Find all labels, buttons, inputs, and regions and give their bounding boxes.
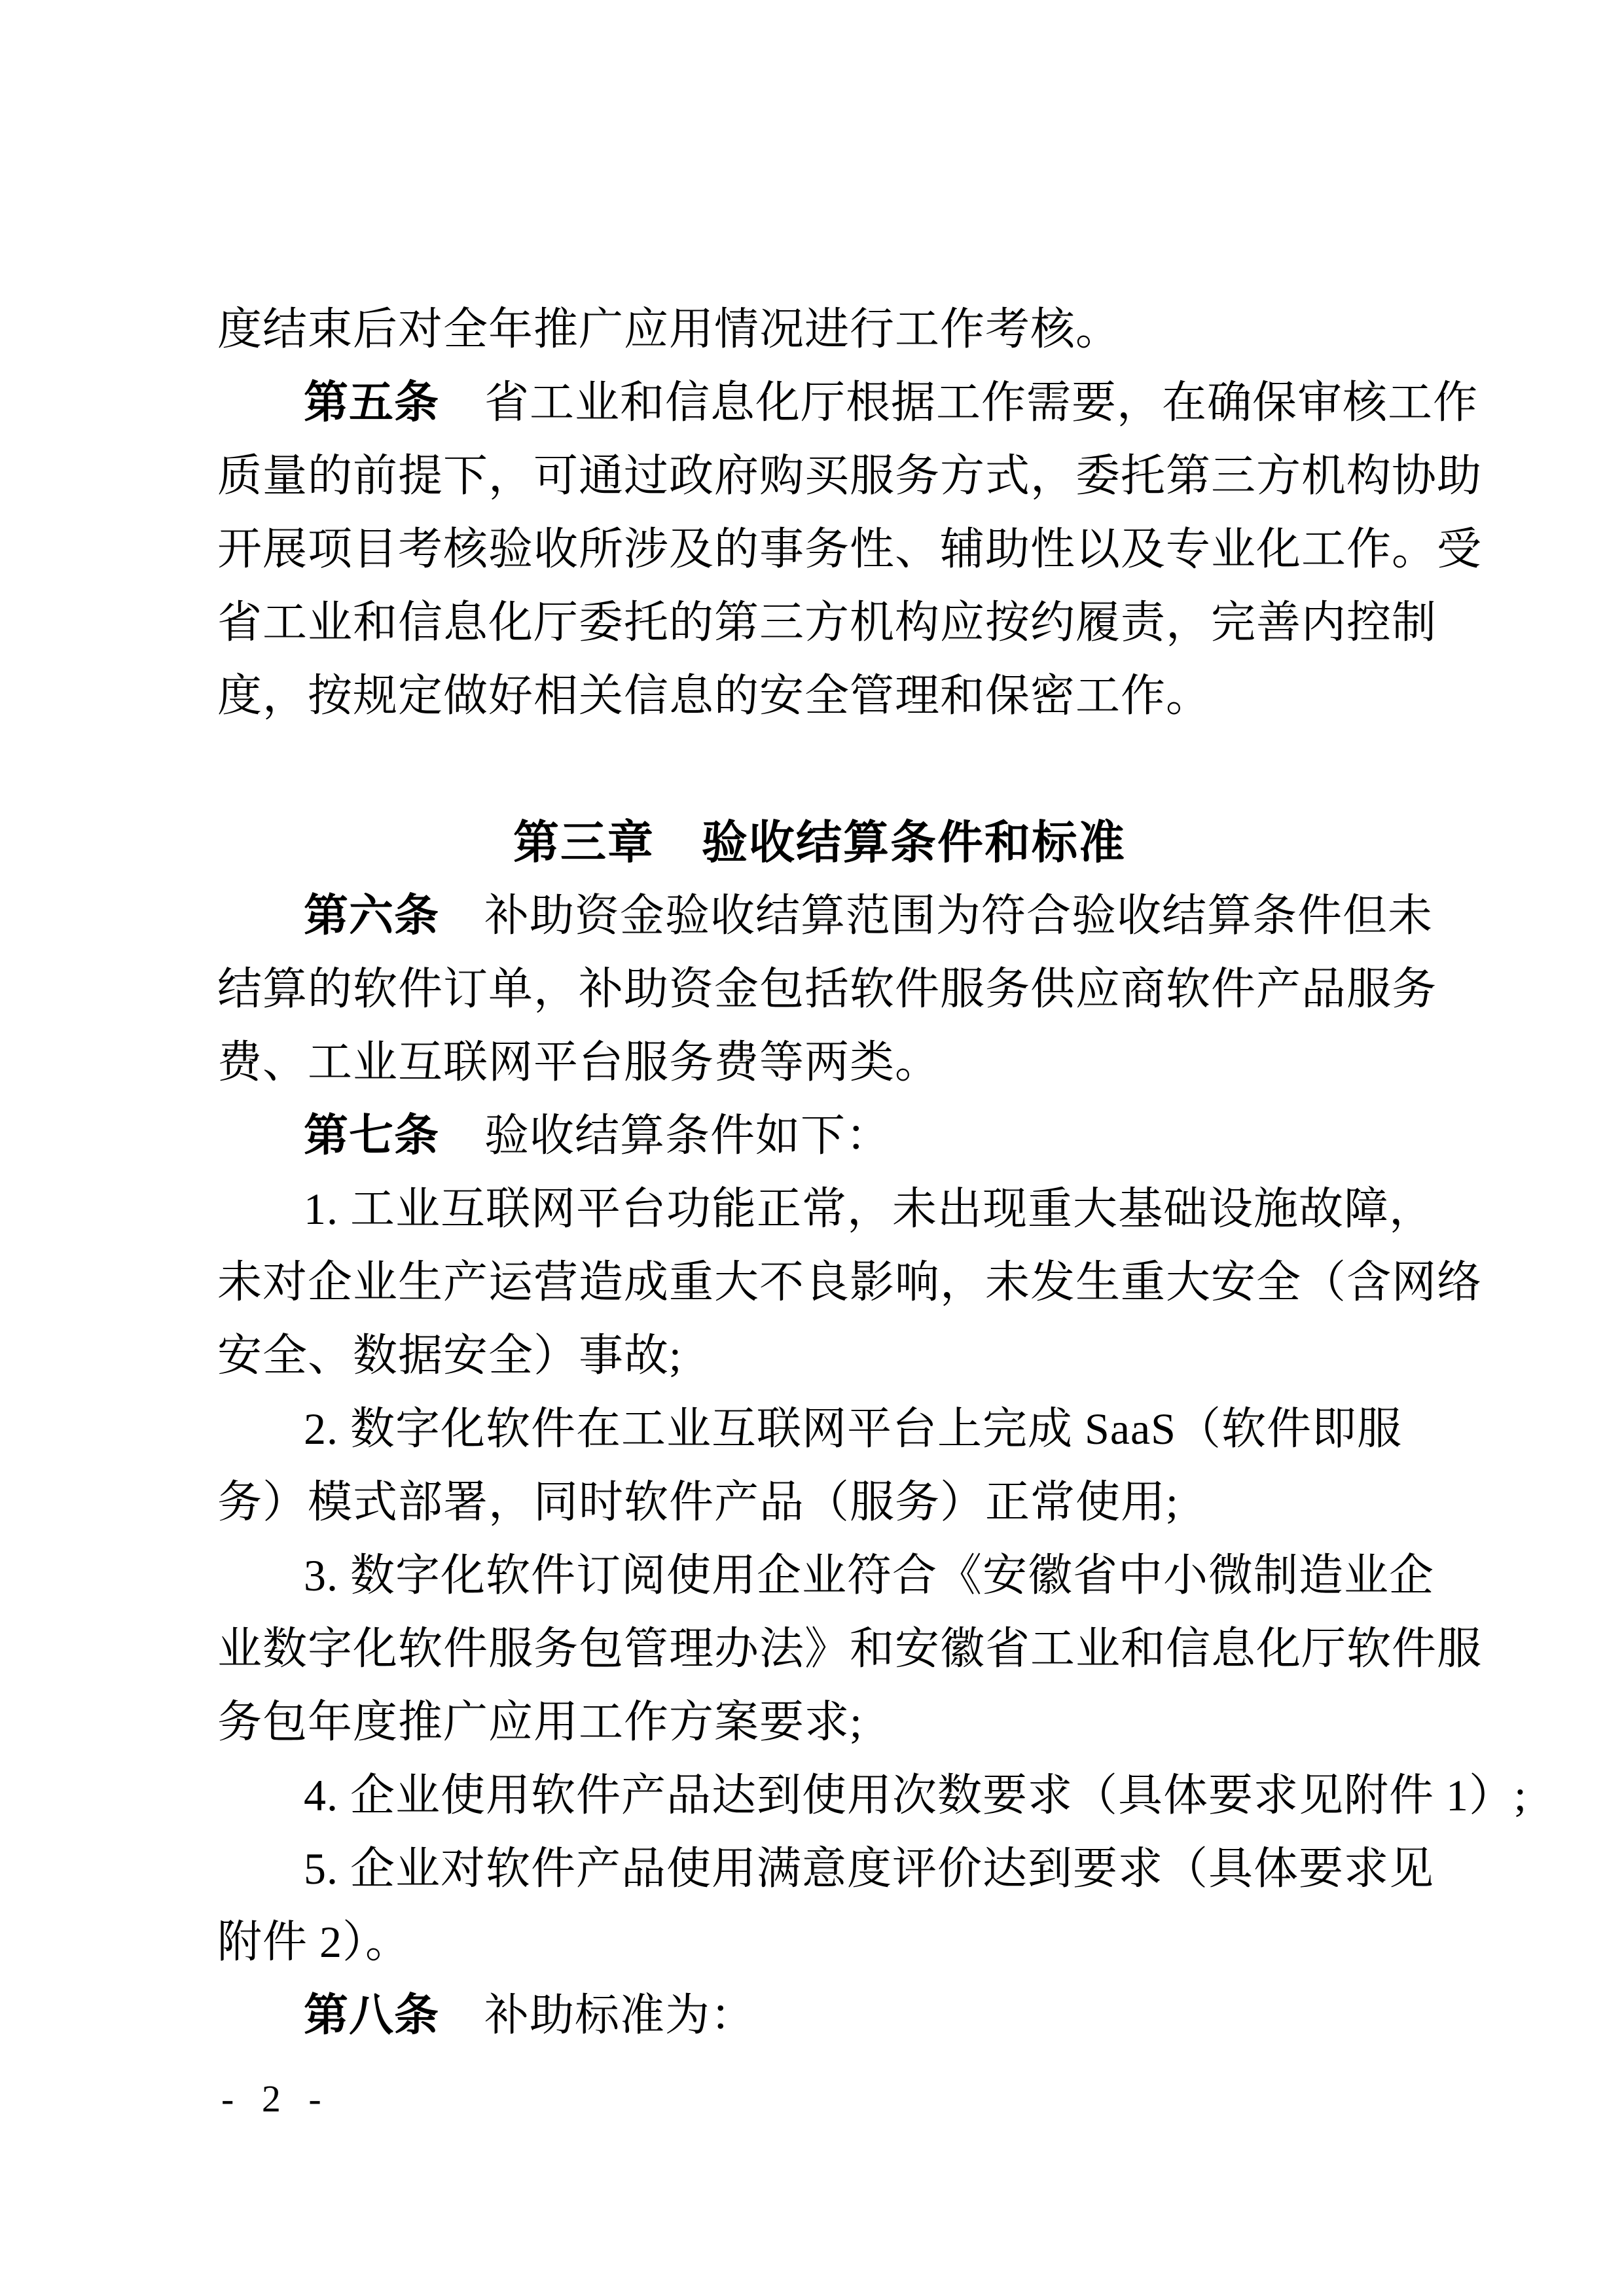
text-segment: 2. 数字化软件在工业互联网平台上完成 SaaS（软件即服 — [304, 1404, 1403, 1454]
text-segment: 1. 工业互联网平台功能正常，未出现重大基础设施故障， — [304, 1184, 1435, 1234]
text-line — [217, 1905, 1422, 1979]
text-segment: 3. 数字化软件订阅使用企业符合《安徽省中小微制造业企 — [304, 1551, 1435, 1600]
article-label: 第六条 — [304, 891, 440, 941]
text-segment: 省工业和信息化厅委托的第三方机构应按约履责，完善内控制 — [217, 598, 1437, 647]
text-line — [217, 512, 1483, 586]
text-segment: 补助资金验收结算范围为符合验收结算条件但未 — [439, 891, 1434, 941]
blank-line — [217, 732, 1422, 806]
text-segment: 附件 2）。 — [217, 1917, 411, 1967]
text-line — [217, 1465, 1422, 1539]
text-line — [217, 1612, 1483, 1685]
text-line — [217, 366, 1479, 439]
text-line — [217, 586, 1437, 659]
page-number: - 2 - — [221, 2077, 331, 2120]
article-label: 第五条 — [304, 378, 440, 427]
text-segment: 业数字化软件服务包管理办法》和安徽省工业和信息化厅软件服 — [217, 1624, 1483, 1674]
text-segment: 度，按规定做好相关信息的安全管理和保密工作。 — [217, 671, 1212, 721]
text-segment: 未对企业生产运营造成重大不良影响，未发生重大安全（含网络 — [217, 1257, 1483, 1307]
article-label: 第三章 验收结算条件和标准 — [513, 817, 1126, 868]
text-segment: 开展项目考核验收所涉及的事务性、辅助性以及专业化工作。受 — [217, 524, 1483, 574]
text-segment: 费、工业互联网平台服务费等两类。 — [217, 1037, 941, 1087]
chapter-heading — [217, 806, 1422, 879]
text-line — [217, 1685, 1422, 1759]
text-segment: 省工业和信息化厅根据工作需要，在确保审核工作 — [439, 378, 1479, 427]
text-segment: 安全、数据安全）事故; — [217, 1331, 682, 1380]
text-segment: 务包年度推广应用工作方案要求; — [217, 1697, 863, 1747]
text-line — [217, 1539, 1435, 1612]
text-segment: 补助标准为： — [439, 1990, 756, 2040]
text-segment: 4. 企业使用软件产品达到使用次数要求（具体要求见附件 1）; — [304, 1770, 1527, 1820]
text-line — [217, 1392, 1422, 1465]
text-segment: 验收结算条件如下： — [439, 1111, 892, 1160]
text-line — [217, 879, 1434, 952]
text-line — [217, 659, 1422, 732]
article-label: 第八条 — [304, 1990, 440, 2040]
text-line — [217, 1026, 1422, 1099]
text-segment: 5. 企业对软件产品使用满意度评价达到要求（具体要求见 — [304, 1844, 1435, 1893]
text-line — [217, 439, 1483, 512]
text-segment: 度结束后对全年推广应用情况进行工作考核。 — [217, 304, 1121, 354]
text-line — [217, 1172, 1435, 1246]
text-line — [217, 1759, 1527, 1832]
text-segment: 结算的软件订单，补助资金包括软件服务供应商软件产品服务 — [217, 964, 1437, 1014]
text-line — [217, 1246, 1483, 1319]
text-line — [217, 1319, 1422, 1392]
text-line — [217, 1832, 1435, 1905]
text-line — [217, 1099, 1422, 1172]
text-segment: 质量的前提下，可通过政府购买服务方式，委托第三方机构协助 — [217, 451, 1483, 501]
text-segment: 务）模式部署，同时软件产品（服务）正常使用; — [217, 1477, 1179, 1527]
text-line — [217, 952, 1437, 1026]
article-label: 第七条 — [304, 1111, 440, 1160]
text-line — [217, 1979, 1422, 2052]
text-line — [217, 293, 1422, 366]
document-body — [217, 293, 1527, 2052]
